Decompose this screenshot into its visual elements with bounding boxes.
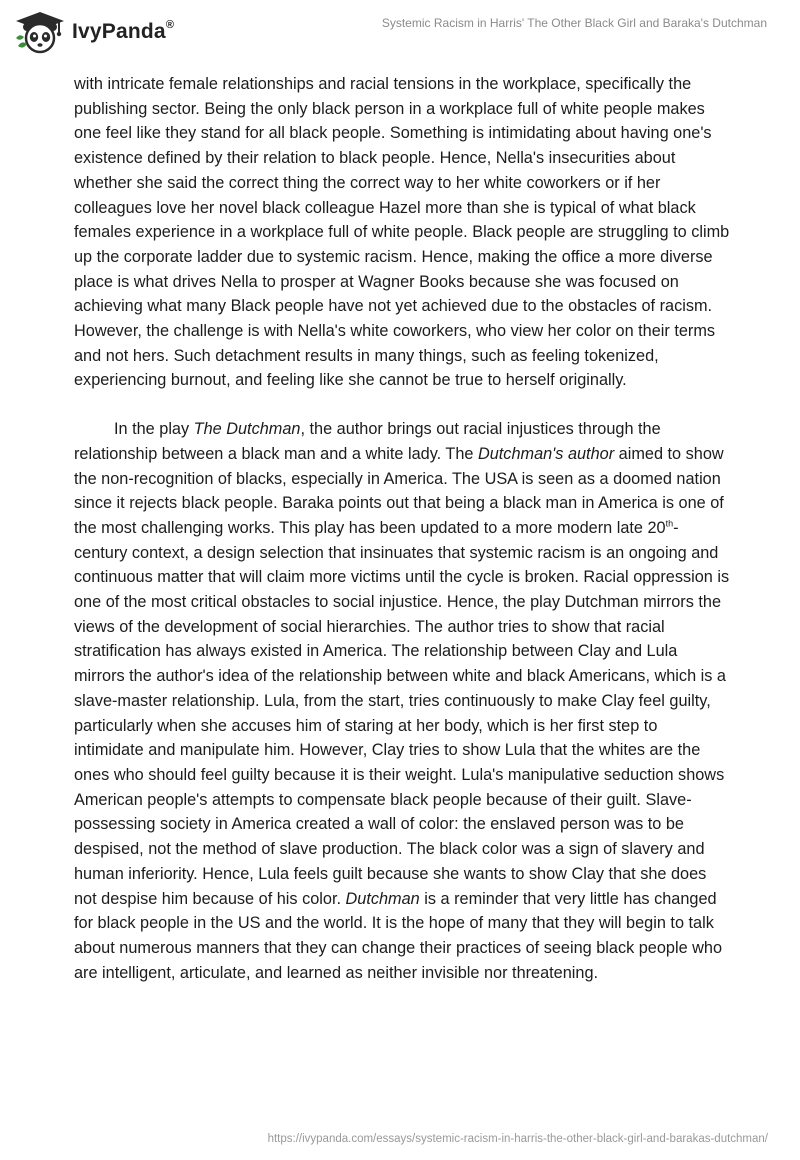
- paragraph-2: In the play The Dutchman, the author brings out racial injustices through the relationship between a black man and a white lady. The Dutchman's author aimed to show the non-recognition of blacks, especially in America. The USA is seen as a doomed nation since it rejects black people. Baraka points out that being a black man in America is one of the most challenging works. This play has been updated to a more modern late 20th-century context, a design selection that insinuates that systemic racism is an ongoing and continuous matter that will claim more victims until the cycle is broken. Racial oppression is one of the most critical obstacles to social injustice. Hence, the play Dutchman mirrors the views of the development of social hierarchies. The author tries to show that racial stratification has always existed in America. The relationship between Clay and Lula mirrors the author's idea of the relationship between white and black Americans, which is a slave-master relationship. Lula, from the start, tries continuously to make Clay feel guilty, particularly when she accuses him of staring at her body, which is her first step to intimidate and manipulate him. However, Clay tries to show Lula that the whites are the ones who should feel guilty because it is their weight. Lula's manipulative seduction shows American people's attempts to compensate black people because of their guilt. Slave-possessing society in America created a wall of color: the enslaved person was to be despised, not the method of slave production. The black color was a sign of slavery and human inferiority. Hence, Lula feels guilt because she wants to show Clay that she does not despise him because of his color. Dutchman is a reminder that very little has changed for black people in the US and the world. It is the hope of many that they will begin to talk about numerous manners that they can change their practices of seeing black people who are intelligent, articulate, and learned as neither invisible nor threatening.: [74, 420, 730, 982]
- paragraph-1: with intricate female relationships and racial tensions in the workplace, specifically the publishing sector. Being the only black person in a workplace full of white people makes one feel like they stand for all black people. Something is intimidating about having one's existence defined by their relation to black people. Hence, Nella's insecurities about whether she said the correct thing the correct way to her white coworkers or if her colleagues love her novel black colleague Hazel more than she is typical of what black females experience in a workplace full of white people. Black people are struggling to climb up the corporate ladder due to systemic racism. Hence, making the office a more diverse place is what drives Nella to prosper at Wagner Books because she was focused on achieving what many Black people have not yet achieved due to the obstacles of racism. However, the challenge is with Nella's white coworkers, who view her color on their terms and not hers. Such detachment results in many things, such as feeling tokenized, experiencing burnout, and feeling like she cannot be true to herself originally.: [74, 75, 730, 390]
- page-header: [0, 0, 800, 62]
- panda-graduation-icon: [14, 10, 66, 54]
- dutchmans-author-italic: Dutchman's author: [477, 444, 615, 463]
- title-dutchman: Dutchman: [345, 889, 420, 908]
- document-title: Systemic Racism in Harris' The Other Black Girl and Baraka's Dutchman: [381, 16, 767, 30]
- brand-name: IvyPanda®: [72, 19, 175, 43]
- essay-body: [74, 72, 730, 985]
- source-url[interactable]: https://ivypanda.com/essays/systemic-racism-in-harris-the-other-black-girl-and-barakas-dutchman/: [267, 1133, 768, 1145]
- title-the-dutchman: The Dutchman: [193, 420, 301, 439]
- ivypanda-logo[interactable]: [14, 10, 174, 54]
